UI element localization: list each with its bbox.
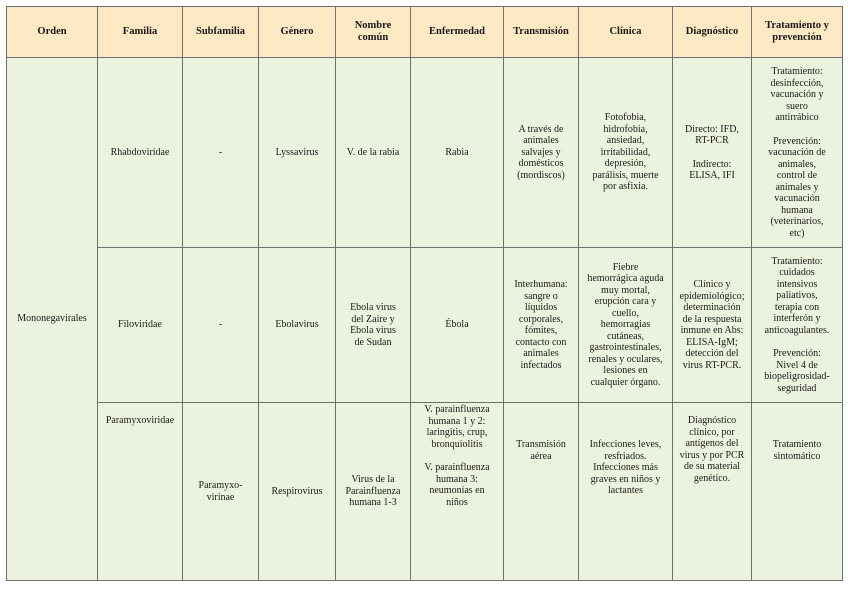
- cell-transmision: [504, 403, 579, 581]
- familia-text: Paramyxoviridae: [105, 415, 175, 426]
- cell-enfermedad: [411, 403, 504, 581]
- table-row-filoviridae: [7, 248, 843, 403]
- diagnostico-directo: Directo: IFD, RT-PCR: [685, 123, 739, 146]
- tratamiento-text: Tratamiento: cuidados intensivos paliativos, terapia con interferón y anticoagulantes.: [764, 255, 830, 336]
- enfermedad-hpiv-3: V. parainfluenza humana 3: neumonías en niños: [424, 462, 490, 508]
- table-row-paramyxoviridae: [7, 403, 843, 581]
- cell-tratamiento: [752, 58, 843, 248]
- cell-nombre-comun: V. de la rabia: [336, 58, 411, 248]
- cell-genero: Ebolavirus: [259, 248, 336, 403]
- cell-clinica: Fiebre hemorrágica aguda muy mortal, erupción cara y cuello, hemorragias cutáneas, gastrointestinales, renales y oculares, lesiones en cualquier órgano.: [579, 248, 673, 403]
- tratamiento-text: Tratamiento: desinfección, vacunación y suero antirrábico: [770, 66, 824, 123]
- enfermedad-hpiv-1-2: V. parainfluenza humana 1 y 2: laringitis, crup, bronquiolitis: [424, 404, 490, 450]
- table-row-rhabdoviridae: [7, 58, 843, 248]
- cell-enfermedad: Rabia: [411, 58, 504, 248]
- header-row: [7, 7, 843, 58]
- cell-enfermedad: Ébola: [411, 248, 504, 403]
- header-subfamilia: Subfamilia: [183, 7, 259, 58]
- cell-diagnostico: [673, 403, 752, 581]
- cell-clinica: Fotofobia, hidrofobia, ansiedad, irritabilidad, depresión, parálisis, muerte por asfixia.: [579, 58, 673, 248]
- cell-clinica: [579, 403, 673, 581]
- cell-transmision: Interhumana: sangre o líquidos corporales, fómites, contacto con animales infectados: [504, 248, 579, 403]
- cell-diagnostico: Clínico y epidemiológico; determinación de la respuesta inmune en Abs: ELISA-IgM; detección del virus RT-PCR.: [673, 248, 752, 403]
- tratamiento-text: Tratamiento sintomático: [772, 439, 822, 462]
- cell-nombre-comun: Virus de la Parainfluenza humana 1-3: [336, 403, 411, 581]
- prevencion-text: Prevención: vacunación de animales, control de animales y vacunación humana (veterinarios, etc): [768, 135, 826, 239]
- header-diagnostico: Diagnóstico: [673, 7, 752, 58]
- header-tratamiento: Tratamiento y prevención: [752, 7, 843, 58]
- cell-familia: [98, 403, 183, 581]
- cell-tratamiento: [752, 403, 843, 581]
- header-orden: Orden: [7, 7, 98, 58]
- cell-genero: Lyssavirus: [259, 58, 336, 248]
- transmision-text: Transmisión aérea: [516, 439, 566, 462]
- cell-transmision: A través de animales salvajes y domésticos (mordiscos): [504, 58, 579, 248]
- cell-nombre-comun: Ebola virus del Zaire y Ebola virus de Sudan: [336, 248, 411, 403]
- header-familia: Familia: [98, 7, 183, 58]
- virus-table: [6, 6, 843, 581]
- cell-subfamilia: -: [183, 248, 259, 403]
- header-enfermedad: Enfermedad: [411, 7, 504, 58]
- cell-familia: Filoviridae: [98, 248, 183, 403]
- cell-orden: Mononegavirales: [7, 58, 98, 581]
- cell-tratamiento: [752, 248, 843, 403]
- cell-diagnostico: [673, 58, 752, 248]
- diagnostico-indirecto: Indirecto: ELISA, IFI: [689, 158, 735, 181]
- header-clinica: Clínica: [579, 7, 673, 58]
- header-transmision: Transmisión: [504, 7, 579, 58]
- prevencion-text: Prevención: Nivel 4 de biopeligrosidad- seguridad: [764, 348, 830, 394]
- cell-genero: Respirovirus: [259, 403, 336, 581]
- diagnostico-text: Diagnóstico clínico, por antígenos del virus y por PCR de su material genético.: [679, 415, 745, 484]
- cell-familia: Rhabdoviridae: [98, 58, 183, 248]
- header-nombre-comun: Nombre común: [336, 7, 411, 58]
- header-genero: Género: [259, 7, 336, 58]
- clinica-text: Infecciones leves, resfriados. Infecciones más graves en niños y lactantes: [589, 439, 662, 496]
- cell-subfamilia: -: [183, 58, 259, 248]
- cell-subfamilia: Paramyxo- virinae: [183, 403, 259, 581]
